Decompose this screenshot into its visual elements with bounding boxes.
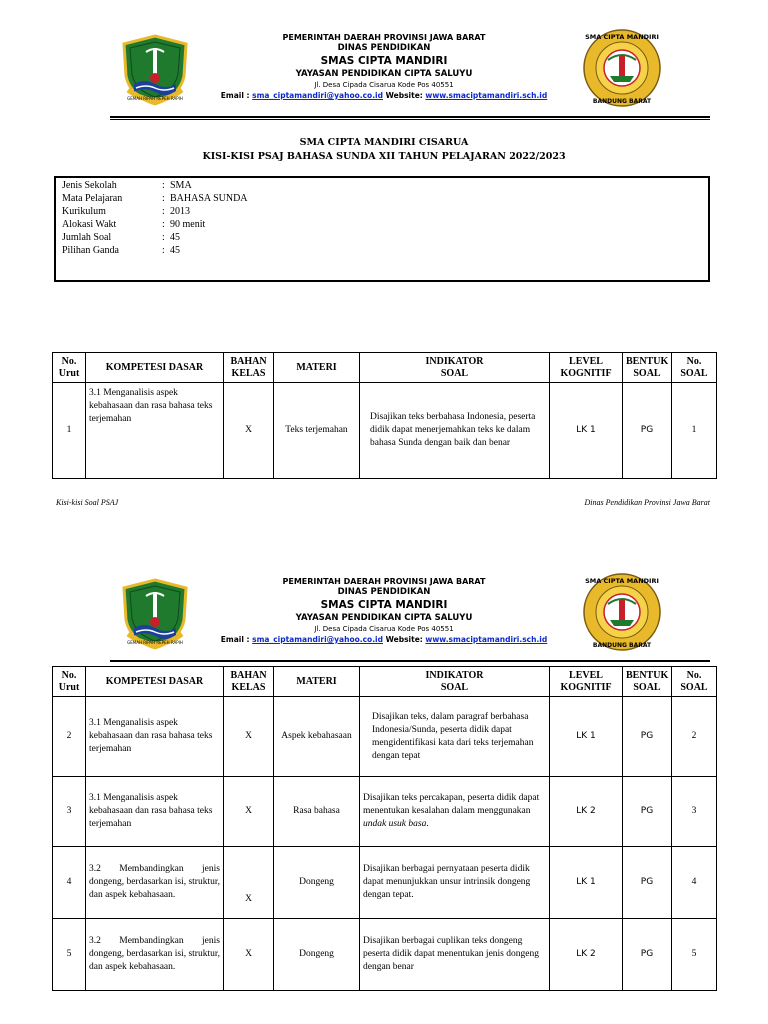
row-kelas: X <box>224 847 274 919</box>
row-no: 4 <box>53 847 86 919</box>
footer-right: Dinas Pendidikan Provinsi Jawa Barat <box>584 498 710 507</box>
table-header-row <box>53 353 717 383</box>
email-link[interactable]: sma_ciptamandiri@yahoo.co.id <box>252 635 384 644</box>
gov-name: PEMERINTAH DAERAH PROVINSI JAWA BARAT <box>282 33 486 42</box>
row-materi: Dongeng <box>274 919 360 991</box>
page-2 <box>0 560 768 1024</box>
col-kompetensi: KOMPETESI DASAR <box>86 353 224 383</box>
col-no-urut: No. Urut <box>53 667 86 697</box>
col-materi: MATERI <box>274 667 360 697</box>
row-materi: Teks terjemahan <box>274 383 360 479</box>
row-level: LK 1 <box>550 383 623 479</box>
row-kd: 3.1 Menganalisis aspek kebahasaan dan rasa bahasa teks terjemahan <box>86 777 224 847</box>
letterhead <box>0 28 768 128</box>
dept-name: DINAS PENDIDIKAN <box>337 43 431 53</box>
row-no: 2 <box>53 697 86 777</box>
row-no: 1 <box>53 383 86 479</box>
dept-name: DINAS PENDIDIKAN <box>337 587 431 597</box>
col-kompetensi: KOMPETESI DASAR <box>86 667 224 697</box>
svg-text:BANDUNG BARAT: BANDUNG BARAT <box>592 642 652 649</box>
col-materi: MATERI <box>274 353 360 383</box>
letterhead-text <box>200 576 568 645</box>
table-row <box>53 777 717 847</box>
jawa-barat-emblem-icon <box>120 578 190 650</box>
row-bentuk: PG <box>623 919 672 991</box>
row-bentuk: PG <box>623 383 672 479</box>
row-kelas: X <box>224 777 274 847</box>
row-indikator: Disajikan teks percakapan, peserta didik dapat menentukan kesalahan dalam menggunakan undak usuk basa. <box>360 777 550 847</box>
kisi-kisi-table-2 <box>52 666 717 991</box>
letterhead-rule <box>110 116 710 118</box>
row-no: 3 <box>53 777 86 847</box>
row-kd: 3.1 Menganalisis aspek kebahasaan dan rasa bahasa teks terjemahan <box>86 697 224 777</box>
jawa-barat-emblem-icon <box>120 34 190 106</box>
email-link[interactable]: sma_ciptamandiri@yahoo.co.id <box>252 91 384 100</box>
footer-left: Kisi-kisi Soal PSAJ <box>56 498 119 507</box>
school-logo-icon <box>582 572 662 652</box>
address: Jl. Desa Cipada Cisarua Kode Pos 40551 <box>314 625 454 633</box>
col-no-soal: No. SOAL <box>672 353 717 383</box>
col-indikator: INDIKATOR SOAL <box>360 667 550 697</box>
foundation-name: YAYASAN PENDIDIKAN CIPTA SALUYU <box>295 69 473 79</box>
svg-text:GEMAH RIPAH REPEH RAPIH: GEMAH RIPAH REPEH RAPIH <box>127 96 183 101</box>
title-line-1: SMA CIPTA MANDIRI CISARUA <box>299 137 469 148</box>
document-title <box>0 136 768 164</box>
row-bentuk: PG <box>623 697 672 777</box>
row-level: LK 1 <box>550 847 623 919</box>
row-kd: 3.2 Membandingkan jenis dongeng, berdasarkan isi, struktur, dan aspek kebahasaan. <box>86 847 224 919</box>
row-level: LK 2 <box>550 777 623 847</box>
row-kelas: X <box>224 919 274 991</box>
school-name: SMAS CIPTA MANDIRI <box>320 55 448 67</box>
website-link[interactable]: www.smaciptamandiri.sch.id <box>425 91 548 100</box>
row-level: LK 2 <box>550 919 623 991</box>
row-kelas: X <box>224 697 274 777</box>
col-no-soal: No. SOAL <box>672 667 717 697</box>
title-line-2: KISI-KISI PSAJ BAHASA SUNDA XII TAHUN PELAJARAN 2022/2023 <box>202 151 566 162</box>
letterhead <box>0 572 768 672</box>
col-bahan-kelas: BAHAN KELAS <box>224 667 274 697</box>
foundation-name: YAYASAN PENDIDIKAN CIPTA SALUYU <box>295 613 473 623</box>
row-bentuk: PG <box>623 777 672 847</box>
address: Jl. Desa Cipada Cisarua Kode Pos 40551 <box>314 81 454 89</box>
page-gap <box>0 520 768 560</box>
table-row <box>53 847 717 919</box>
col-no-urut: No. Urut <box>53 353 86 383</box>
letterhead-rule <box>110 660 710 662</box>
row-materi: Aspek kebahasaan <box>274 697 360 777</box>
svg-text:SMA CIPTA MANDIRI: SMA CIPTA MANDIRI <box>585 577 659 585</box>
row-soal: 5 <box>672 919 717 991</box>
table-row <box>53 383 717 479</box>
svg-text:GEMAH RIPAH REPEH RAPIH: GEMAH RIPAH REPEH RAPIH <box>127 640 183 645</box>
row-indikator: Disajikan teks, dalam paragraf berbahasa Indonesia/Sunda, peserta didik dapat mengidentifikasi kata dari teks terjemahan dengan tepat <box>360 697 550 777</box>
gov-name: PEMERINTAH DAERAH PROVINSI JAWA BARAT <box>282 577 486 586</box>
svg-text:BANDUNG BARAT: BANDUNG BARAT <box>592 98 652 105</box>
row-no: 5 <box>53 919 86 991</box>
row-indikator: Disajikan berbagai pernyataan peserta didik dapat menunjukkan unsur intrinsik dongeng dengan tepat. <box>360 847 550 919</box>
contact-line: Email : sma_ciptamandiri@yahoo.co.id Website: www.smaciptamandiri.sch.id <box>220 635 548 644</box>
col-bentuk: BENTUK SOAL <box>623 353 672 383</box>
row-soal: 4 <box>672 847 717 919</box>
table-header-row <box>53 667 717 697</box>
row-kd: 3.2 Membandingkan jenis dongeng, berdasarkan isi, struktur, dan aspek kebahasaan. <box>86 919 224 991</box>
table-row <box>53 919 717 991</box>
row-kelas: X <box>224 383 274 479</box>
svg-text:SMA CIPTA MANDIRI: SMA CIPTA MANDIRI <box>585 33 659 41</box>
letterhead-text <box>200 32 568 101</box>
col-level: LEVEL KOGNITIF <box>550 667 623 697</box>
row-soal: 1 <box>672 383 717 479</box>
col-bahan-kelas: BAHAN KELAS <box>224 353 274 383</box>
school-logo-icon <box>582 28 662 108</box>
row-kd: 3.1 Menganalisis aspek kebahasaan dan rasa bahasa teks terjemahan <box>86 383 224 479</box>
row-materi: Dongeng <box>274 847 360 919</box>
kisi-kisi-table-1 <box>52 352 717 479</box>
col-indikator: INDIKATOR SOAL <box>360 353 550 383</box>
row-materi: Rasa bahasa <box>274 777 360 847</box>
table-row <box>53 697 717 777</box>
col-bentuk: BENTUK SOAL <box>623 667 672 697</box>
contact-line: Email : sma_ciptamandiri@yahoo.co.id Website: www.smaciptamandiri.sch.id <box>220 91 548 100</box>
row-soal: 3 <box>672 777 717 847</box>
row-indikator: Disajikan berbagai cuplikan teks dongeng peserta didik dapat menentukan jenis dongeng dengan benar <box>360 919 550 991</box>
school-name: SMAS CIPTA MANDIRI <box>320 599 448 611</box>
col-level: LEVEL KOGNITIF <box>550 353 623 383</box>
website-link[interactable]: www.smaciptamandiri.sch.id <box>425 635 548 644</box>
row-indikator: Disajikan teks berbahasa Indonesia, peserta didik dapat menerjemahkan teks ke dalam bahasa Sunda dengan baik dan benar <box>360 383 550 479</box>
row-bentuk: PG <box>623 847 672 919</box>
row-level: LK 1 <box>550 697 623 777</box>
identity-box: Jenis Sekolah : SMA Mata Pelajaran : BAHASA SUNDA Kurikulum : 2013 Alokasi Wakt : 90 menit Jumlah Soal : 45 Pilihan Ganda : 45 <box>54 176 710 282</box>
row-soal: 2 <box>672 697 717 777</box>
letterhead-rule-thin <box>110 119 710 120</box>
